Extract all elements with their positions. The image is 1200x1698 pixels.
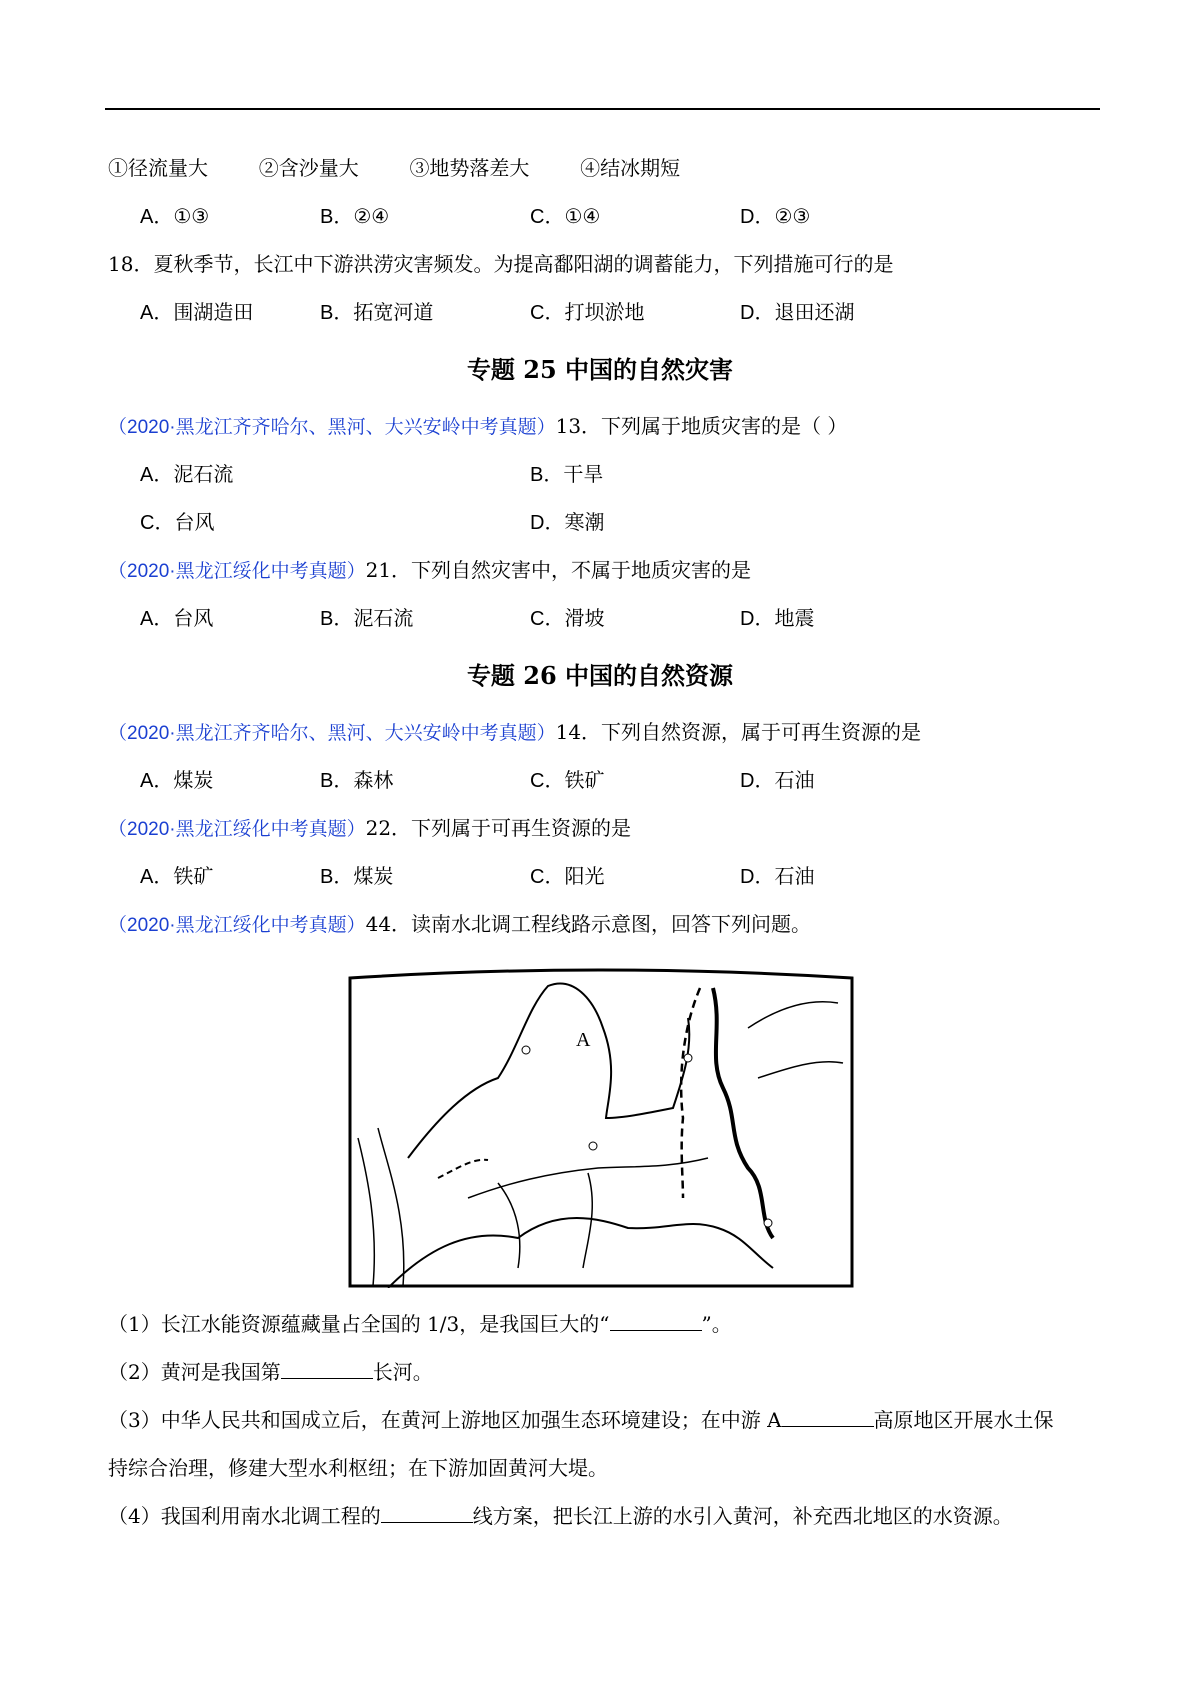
q14-choice-b[interactable]: B．森林 (320, 768, 394, 792)
q17-choice-b[interactable]: B．②④ (320, 204, 390, 228)
statement-2: ②含沙量大 (258, 156, 359, 180)
statement-1: ①径流量大 (108, 156, 208, 180)
q21-stem: （2020·黑龙江绥化中考真题）21．下列自然灾害中，不属于地质灾害的是 (108, 558, 752, 582)
q14-choice-d[interactable]: D．石油 (740, 768, 815, 792)
q13-choice-c[interactable]: C．台风 (140, 510, 215, 534)
q18-choice-c[interactable]: C．打坝淤地 (530, 300, 645, 324)
q13-stem: （2020·黑龙江齐齐哈尔、黑河、大兴安岭中考真题）13．下列属于地质灾害的是（ ） (108, 414, 848, 438)
south-north-water-diversion-map (348, 968, 854, 1288)
q13-choice-b[interactable]: B．干旱 (530, 462, 604, 486)
blank-1[interactable] (610, 1310, 702, 1331)
q13-choice-d[interactable]: D．寒潮 (530, 510, 605, 534)
header-rule (105, 108, 1100, 110)
q22-choice-d[interactable]: D．石油 (740, 864, 815, 888)
q22-choice-c[interactable]: C．阳光 (530, 864, 605, 888)
blank-3[interactable] (782, 1406, 874, 1427)
q18-choice-a[interactable]: A．围湖造田 (140, 300, 254, 324)
q21-choice-b[interactable]: B．泥石流 (320, 606, 414, 630)
q18-stem: 18．夏秋季节，长江中下游洪涝灾害频发。为提高鄱阳湖的调蓄能力，下列措施可行的是 (108, 252, 894, 276)
q13-source: （2020·黑龙江齐齐哈尔、黑河、大兴安岭中考真题） (108, 417, 556, 438)
q21-choice-c[interactable]: C．滑坡 (530, 606, 605, 630)
map-label-a: A (576, 1029, 591, 1051)
q44-stem: （2020·黑龙江绥化中考真题）44．读南水北调工程线路示意图，回答下列问题。 (108, 912, 812, 936)
q21-source: （2020·黑龙江绥化中考真题） (108, 561, 366, 582)
section-26-title: 专题 26 中国的自然资源 (466, 661, 734, 690)
q18-choice-b[interactable]: B．拓宽河道 (320, 300, 434, 324)
q17-statements (108, 154, 680, 182)
q22-choice-b[interactable]: B．煤炭 (320, 864, 394, 888)
q44-part3-cont: 持综合治理，修建大型水利枢纽；在下游加固黄河大堤。 (108, 1456, 608, 1480)
q14-source: （2020·黑龙江齐齐哈尔、黑河、大兴安岭中考真题） (108, 723, 556, 744)
q44-source: （2020·黑龙江绥化中考真题） (108, 915, 366, 936)
q44-part4: （4）我国利用南水北调工程的 线方案，把长江上游的水引入黄河，补充西北地区的水资源。 (108, 1504, 1013, 1528)
q21-choice-d[interactable]: D．地震 (740, 606, 815, 630)
q44-part3: （3）中华人民共和国成立后，在黄河上游地区加强生态环境建设；在中游 A 高原地区开展水土保 (108, 1408, 1054, 1432)
blank-4[interactable] (381, 1502, 473, 1523)
q18-choice-d[interactable]: D．退田还湖 (740, 300, 855, 324)
q21-choice-a[interactable]: A．台风 (140, 606, 214, 630)
q44-part1: （1）长江水能资源蕴藏量占全国的 1/3，是我国巨大的“ ”。 (108, 1312, 732, 1336)
q22-choice-a[interactable]: A．铁矿 (140, 864, 214, 888)
statement-4: ④结冰期短 (580, 156, 681, 180)
q14-stem: （2020·黑龙江齐齐哈尔、黑河、大兴安岭中考真题）14．下列自然资源，属于可再生资源的是 (108, 720, 922, 744)
q44-part2: （2）黄河是我国第 长河。 (108, 1360, 433, 1384)
q22-stem: （2020·黑龙江绥化中考真题）22．下列属于可再生资源的是 (108, 816, 632, 840)
blank-2[interactable] (281, 1358, 373, 1379)
q14-choice-a[interactable]: A．煤炭 (140, 768, 214, 792)
q17-choice-a[interactable]: A．①③ (140, 204, 210, 228)
section-25-title: 专题 25 中国的自然灾害 (466, 355, 734, 384)
q22-source: （2020·黑龙江绥化中考真题） (108, 819, 366, 840)
q14-choice-c[interactable]: C．铁矿 (530, 768, 605, 792)
q17-choice-d[interactable]: D．②③ (740, 204, 811, 228)
q17-choice-c[interactable]: C．①④ (530, 204, 601, 228)
statement-3: ③地势落差大 (409, 156, 530, 180)
q13-choice-a[interactable]: A．泥石流 (140, 462, 234, 486)
